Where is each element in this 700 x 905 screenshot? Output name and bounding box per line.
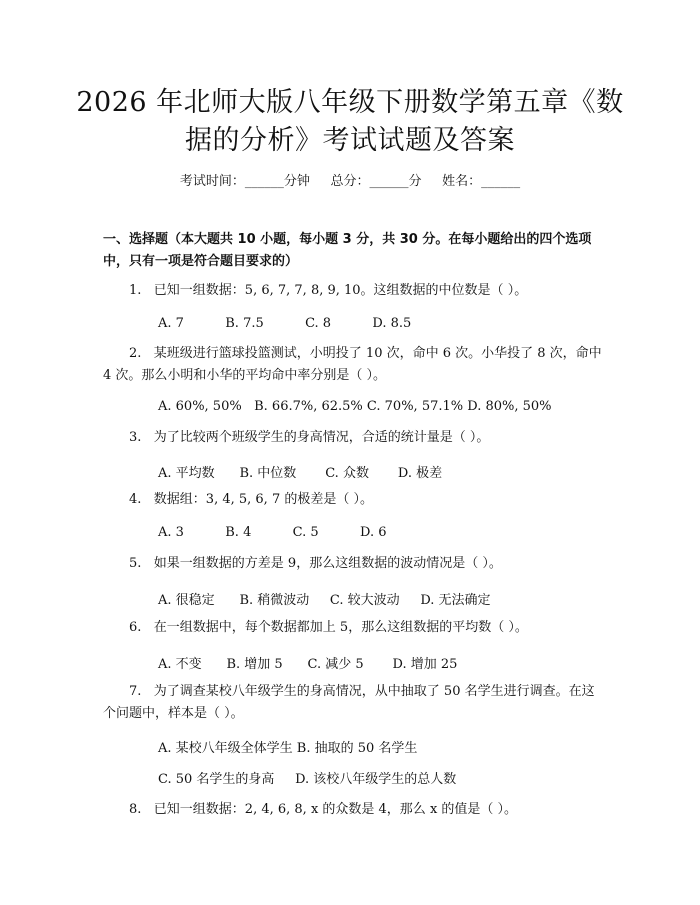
question-4-options: A. 3 B. 4 C. 5 D. 6 (158, 525, 387, 540)
section-heading: 一、选择题（本大题共 10 小题，每小题 3 分，共 30 分。在每小题给出的四个选项中，只有一项是符合题目要求的） (103, 232, 592, 269)
question-2: 2. 某班级进行篮球投篮测试，小明投了 10 次，命中 6 次。小华投了 8 次，命中 4 次。那么小明和小华的平均命中率分别是（ ）。 (103, 346, 606, 383)
question-2-options: A. 60%, 50% B. 66.7%, 62.5% C. 70%, 57.1% D. 80%, 50% (158, 399, 552, 414)
question-7-options-row-2: C. 50 名学生的身高 D. 该校八年级学生的总人数 (158, 772, 457, 787)
question-7: 7. 为了调查某校八年级学生的身高情况，从中抽取了 50 名学生进行调查。在这个问题中，样本是（ ）。 (103, 684, 595, 721)
question-5-options: A. 很稳定 B. 稍微波动 C. 较大波动 D. 无法确定 (158, 593, 491, 608)
question-8: 8. 已知一组数据：2, 4, 6, 8, x 的众数是 4，那么 x 的值是（ ）。 (129, 802, 518, 817)
question-1-options: A. 7 B. 7.5 C. 8 D. 8.5 (158, 316, 412, 331)
question-1: 1. 已知一组数据：5, 6, 7, 7, 8, 9, 10。这组数据的中位数是（ ）。 (129, 283, 528, 298)
question-6-options: A. 不变 B. 增加 5 C. 减少 5 D. 增加 25 (158, 657, 458, 672)
page-title-line-1: 2026 年北师大版八年级下册数学第五章《数 (76, 87, 624, 118)
question-3: 3. 为了比较两个班级学生的身高情况，合适的统计量是（ ）。 (129, 430, 490, 445)
question-6: 6. 在一组数据中，每个数据都加上 5，那么这组数据的平均数（ ）。 (129, 620, 528, 635)
question-4: 4. 数据组：3, 4, 5, 6, 7 的极差是（ ）。 (129, 492, 373, 507)
page-title-line-2: 据的分析》考试试题及答案 (185, 125, 515, 156)
question-7-options-row-1: A. 某校八年级全体学生 B. 抽取的 50 名学生 (158, 741, 418, 756)
question-3-options: A. 平均数 B. 中位数 C. 众数 D. 极差 (158, 466, 443, 481)
question-5: 5. 如果一组数据的方差是 9，那么这组数据的波动情况是（ ）。 (129, 556, 502, 571)
exam-info-line: 考试时间：______分钟 总分：______分 姓名：______ (179, 174, 521, 189)
